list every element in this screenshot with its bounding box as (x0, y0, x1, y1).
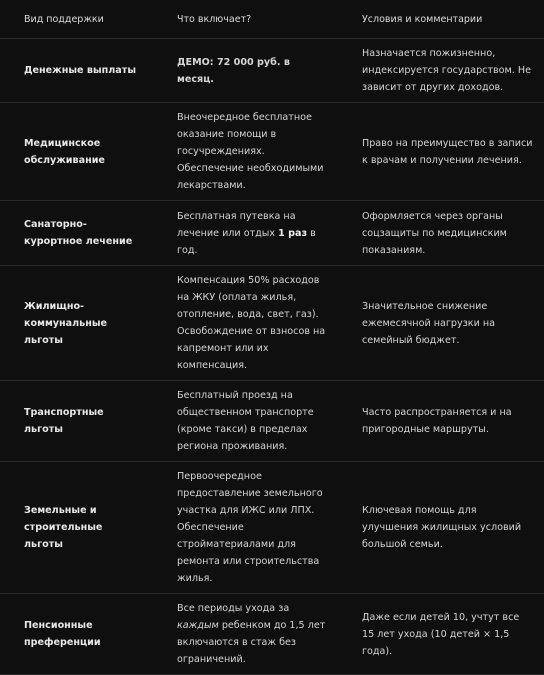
conditions-cell: Значительное снижение ежемесячной нагрузки на семейный бюджет. (338, 266, 544, 381)
header-support-type: Вид поддержки (0, 0, 153, 39)
includes-emphasis: каждым (177, 620, 219, 631)
support-type-cell: Пенсионные преференции (0, 594, 153, 675)
includes-cell: ДЕМО: 72 000 руб. в месяц. (153, 39, 338, 103)
support-type-cell: Жилищно-коммунальные льготы (0, 266, 153, 381)
includes-text: Все периоды ухода за (177, 603, 290, 614)
includes-text-end: в год. (177, 227, 316, 256)
includes-cell: Внеочередное бесплатное оказание помощи в госучреждениях. Обеспечение необходимыми лекарствами. (153, 103, 338, 201)
table-row (0, 266, 544, 381)
conditions-cell: Оформляется через органы соцзащиты по медицинским показаниям. (338, 201, 544, 266)
conditions-cell: Назначается пожизненно, индексируется государством. Не зависит от других доходов. (338, 39, 544, 103)
support-type-cell: Медицинское обслуживание (0, 103, 153, 201)
includes-cell: Бесплатный проезд на общественном транспорте (кроме такси) в пределах региона проживания. (153, 381, 338, 462)
table-row (0, 201, 544, 266)
conditions-cell: Часто распространяется и на пригородные маршруты. (338, 381, 544, 462)
conditions-cell: Даже если детей 10, учтут все 15 лет ухода (10 детей × 1,5 года). (338, 594, 544, 675)
table-row (0, 39, 544, 103)
support-type-cell: Санаторно-курортное лечение (0, 201, 153, 266)
table-row (0, 103, 544, 201)
header-includes: Что включает? (153, 0, 338, 39)
support-type-cell: Земельные и строительные льготы (0, 462, 153, 594)
conditions-cell: Право на преимущество в записи к врачам и получении лечения. (338, 103, 544, 201)
includes-cell: Первоочередное предоставление земельного участка для ИЖС или ЛПХ. Обеспечение стройматериалами для ремонта или строительства жилья. (153, 462, 338, 594)
table-header-row (0, 0, 544, 39)
support-type-cell: Денежные выплаты (0, 39, 153, 103)
includes-cell: Компенсация 50% расходов на ЖКУ (оплата жилья, отопление, вода, свет, газ). Освобождение от взносов на капремонт или их компенсация. (153, 266, 338, 381)
includes-cell (153, 201, 338, 266)
includes-text: Бесплатная путевка на лечение или отдых (177, 210, 296, 239)
includes-text-end: ребенком до 1,5 лет включаются в стаж без ограничений. (177, 620, 326, 665)
table-row (0, 381, 544, 462)
table-row (0, 594, 544, 675)
includes-cell (153, 594, 338, 675)
support-type-cell: Транспортные льготы (0, 381, 153, 462)
table-row (0, 462, 544, 594)
conditions-cell: Ключевая помощь для улучшения жилищных условий большой семьи. (338, 462, 544, 594)
includes-emphasis: 1 раз (278, 227, 308, 239)
header-conditions: Условия и комментарии (338, 0, 544, 39)
